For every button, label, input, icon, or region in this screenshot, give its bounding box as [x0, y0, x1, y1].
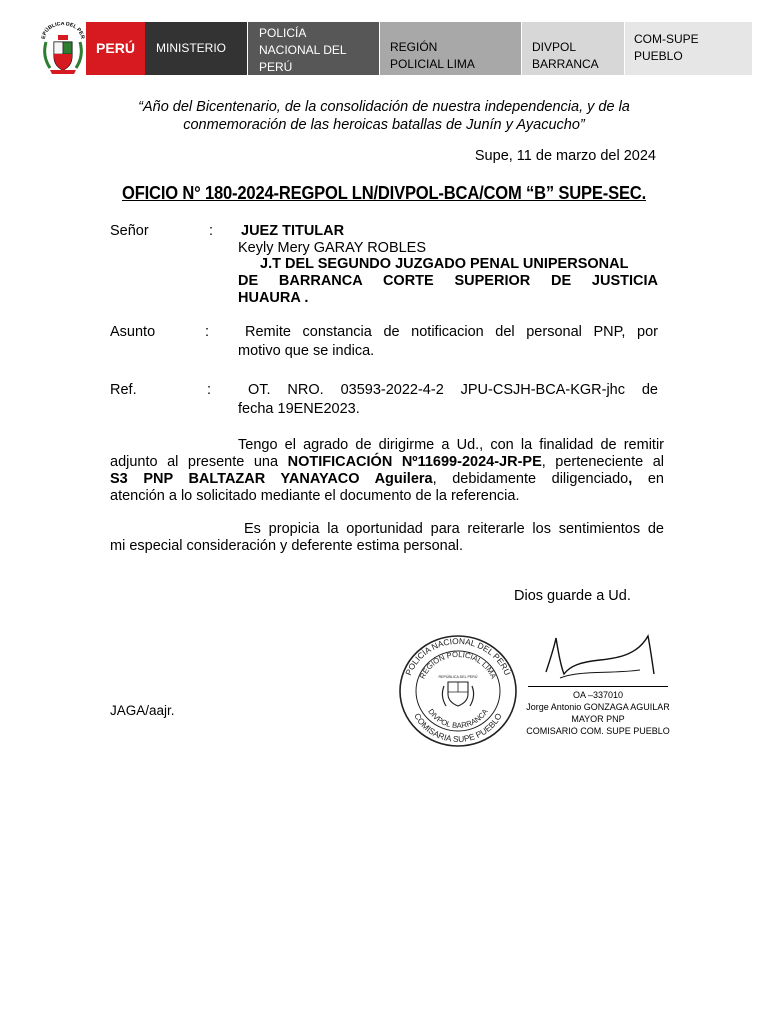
- header-policia-line: NACIONAL DEL: [259, 43, 347, 57]
- initials: JAGA/aajr.: [110, 703, 175, 718]
- year-motto: [96, 98, 672, 134]
- header-policia-line: POLICÍA: [259, 26, 307, 40]
- svg-text:DIVPOL BARRANCA: [426, 706, 490, 730]
- header-comisaria-line: PUEBLO: [634, 49, 683, 63]
- document-title: OFICIO N° 180-2024-REGPOL LN/DIVPOL-BCA/COM “B” SUPE-SEC.: [122, 183, 646, 203]
- body-line: atención a lo solicitado mediante el documento de la referencia.: [110, 488, 520, 504]
- notification-number: NOTIFICACIÓN Nº11699-2024-JR-PE: [287, 454, 542, 470]
- recipient-label: Señor: [110, 223, 149, 239]
- header-region-block: [380, 22, 521, 75]
- body-line: Tengo el agrado de dirigirme a Ud., con la finalidad de remitir: [238, 437, 664, 453]
- seal-outer-bottom-text: COMISARIA SUPE PUEBLO: [412, 711, 504, 745]
- closing-phrase: Dios guarde a Ud.: [514, 588, 631, 604]
- recipient-colon: :: [209, 223, 214, 239]
- header-divpol-line: DIVPOL: [532, 40, 577, 54]
- header-peru-block: [86, 22, 145, 75]
- recipient-court-line: J.T DEL SEGUNDO JUZGADO PENAL UNIPERSONAL: [260, 256, 629, 272]
- handwritten-signature: [540, 630, 660, 690]
- header-divpol-block: [522, 22, 624, 75]
- subject-colon: :: [205, 324, 210, 340]
- reference-text: fecha 19ENE2023.: [238, 401, 360, 417]
- header-divpol-line: BARRANCA: [532, 57, 599, 71]
- year-motto-line: “Año del Bicentenario, de la consolidación de nuestra independencia, y de la: [138, 99, 630, 115]
- body-line: mi especial consideración y deferente estima personal.: [110, 538, 464, 554]
- signer-rank: MAYOR PNP: [571, 714, 625, 724]
- header-comisaria-line: COM-SUPE: [634, 32, 699, 46]
- body-text: ,: [628, 471, 633, 487]
- recipient-court-line: HUAURA .: [238, 290, 309, 306]
- seal-inner-top-text: REGIÓN POLICIAL LIMA: [417, 649, 499, 681]
- seal-center-text: REPÚBLICA DEL PERÚ: [438, 675, 478, 679]
- signer-cip: OA –337010: [572, 690, 624, 700]
- header-region-line: POLICIAL LIMA: [390, 57, 475, 71]
- reference-colon: :: [207, 382, 212, 398]
- signer-name: Jorge Antonio GONZAGA AGUILAR: [526, 702, 670, 712]
- body-text: adjunto al presente una: [110, 454, 288, 470]
- body-text: , perteneciente al: [541, 454, 664, 470]
- body-paragraph-1: [110, 437, 664, 505]
- header-comisaria-block: [625, 22, 752, 75]
- subject-label: Asunto: [110, 324, 156, 340]
- body-text: , debidamente diligenciado: [432, 471, 629, 487]
- seal-inner-bottom-text: DIVPOL BARRANCA: [426, 707, 490, 731]
- signer-post: COMISARIO COM. SUPE PUEBLO: [526, 726, 670, 736]
- header-peru-label: PERÚ: [96, 40, 135, 56]
- header-policia-block: [248, 22, 379, 75]
- body-line: [110, 471, 664, 488]
- body-line: Es propicia la oportunidad para reiterarle los sentimientos de: [244, 521, 664, 537]
- crest-text: EPÚBLICA DEL PER: [40, 22, 86, 40]
- subject-text: Remite constancia de notificacion del personal PNP, por: [245, 324, 658, 340]
- seal-outer-top-text: POLICÍA NACIONAL DEL PERÚ: [403, 635, 513, 677]
- peru-coat-of-arms-logo: [40, 22, 86, 76]
- subject-text: motivo que se indica.: [238, 343, 375, 359]
- header-policia-line: PERÚ: [259, 60, 293, 74]
- body-paragraph-2: [110, 521, 664, 555]
- header-region-line: REGIÓN: [390, 40, 438, 54]
- recipient-court-line: DE BARRANCA CORTE SUPERIOR DE JUSTICIA: [238, 273, 658, 289]
- document-date: Supe, 11 de marzo del 2024: [474, 148, 656, 164]
- body-text: en: [632, 471, 664, 487]
- body-line: [110, 454, 664, 471]
- recipient-position: JUEZ TITULAR: [241, 223, 345, 239]
- officer-name: S3 PNP BALTAZAR YANAYACO Aguilera: [110, 471, 433, 487]
- header-ministerio-block: [145, 22, 247, 75]
- signature-line: [528, 686, 668, 687]
- reference-label: Ref.: [110, 382, 137, 398]
- official-seal: [398, 634, 518, 748]
- reference-text: OT. NRO. 03593-2022-4-2 JPU-CSJH-BCA-KGR-jhc de: [248, 382, 658, 398]
- recipient-name: Keyly Mery GARAY ROBLES: [238, 240, 427, 256]
- header-ministerio-label: MINISTERIO: [156, 41, 227, 55]
- year-motto-line: conmemoración de las heroicas batallas de Junín y Ayacucho”: [183, 117, 585, 133]
